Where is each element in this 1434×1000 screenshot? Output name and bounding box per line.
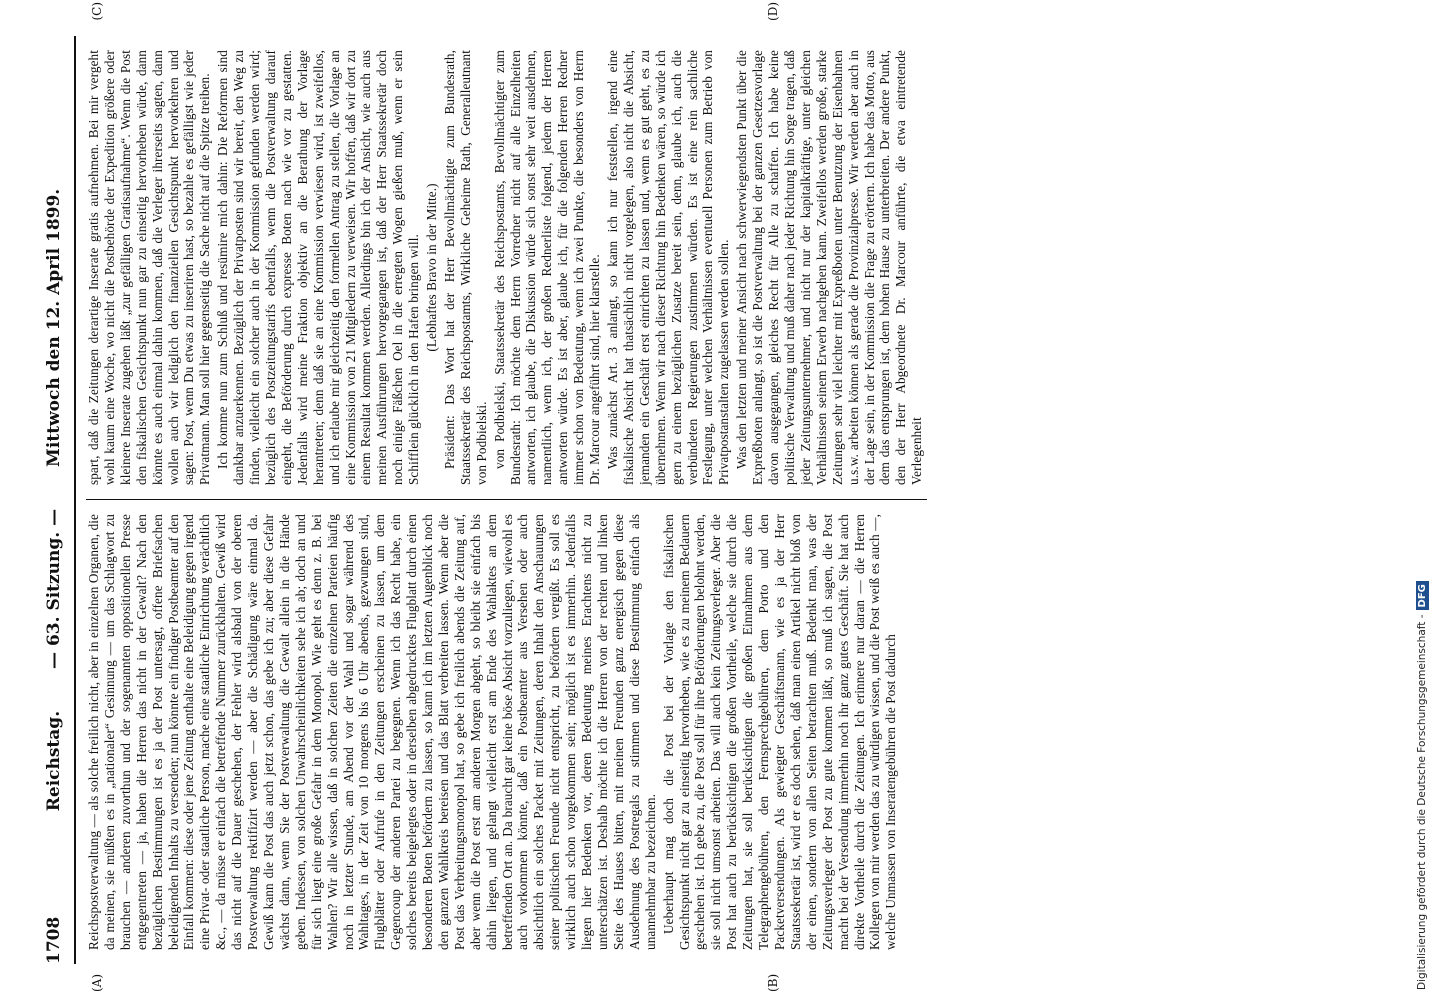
- paragraph: spart, daß die Zeitungen derartige Inserate gratis aufnehmen. Bei mir vergeht wohl kaum eine Woche, wo nicht die Postbehörde der Expedition größere oder kleinere Inserate zugehen läßt „zur gefälligen Gratisaufnahme“. Wenn die Post den fiskalischen Gesichtspunkt nun gar zu einseitig hervorheben würde, dann könnte es auch einmal dahin kommen, daß die Verleger ihrerseits sagten, dann wollen auch wir lediglich den finanziellen Gesichtspunkt hervorkehren und sagen: Post, wenn Du etwas zu inseriren hast, so bezahle es gefälligst wie jeder Privatmann. Man soll hier gegenseitig die Sache nicht auf die Spitze treiben.: [86, 50, 213, 485]
- page-number: 1708: [44, 916, 64, 964]
- right-column: [86, 2, 927, 500]
- page-header: [40, 36, 76, 964]
- paragraph: von Podbielski, Staatssekretär des Reichspostamts, Bevollmächtigter zum Bundesrath: Ich möchte dem Herrn Vorredner nicht auf alle Einzelheiten antworten, ich glaube, die Diskussion würde sich sonst sehr weit ausdehnen, namentlich, wenn ich, der großen Rednerliste folgend, jedem der Herren antworten würde. Es ist aber, glaube ich, für die folgenden Herren Redner immer schon von Bedeutung, wenn ich zwei Punkte, die besonders von Herrn Dr. Marcour angeführt sind, hier klarstelle.: [491, 50, 603, 485]
- margin-marker-c: (C): [90, 2, 104, 21]
- applause-note: (Lebhaftes Bravo in der Mitte.): [424, 183, 440, 352]
- margin-marker-d: (D): [766, 2, 780, 21]
- digitization-text: Digitalisierung gefördert durch die Deutsche Forschungsgemeinschaft -: [1416, 614, 1428, 990]
- header-session: — 63. Sitzung. —: [44, 508, 64, 669]
- text-columns: [86, 2, 927, 992]
- paragraph: Ueberhaupt mag doch die Post bei der Vorlage den fiskalischen Gesichtspunkt nicht gar zu einseitig hervorheben, wie es zu meinem Bedauern geschehen ist. Ich gebe zu, die Post soll für ihre Beförderungen belohnt werden, sie soll nicht umsonst arbeiten. Das will auch kein Zeitungsverleger. Aber die Post hat auch zu berücksichtigen die großen Vortheile, welche sie durch die Zeitungen hat, sie soll berücksichtigen die großen Einnahmen aus dem Telegraphengebühren, den Fernsprechgebühren, dem Porto und den Packetversendungen. Als gewiegter Geschäftsmann, wie es ja der Herr Staatssekretär ist, wird er es doch sehen, daß man einen Artikel nicht bloß von der einen, sondern von allen Seiten betrachten muß. Bedenkt man, was der Zeitungsverleger der Post zu gute kommen läßt, so muß ich sagen, die Post macht bei der Versendung immerhin noch ihr ganz gutes Geschäft. Sie hat auch direkte Vortheile durch die Zeitungen. Ich erinnere nur daran — die Herren Kollegen von mir werden das zu würdigen wissen, und die Post weiß es auch —, welche Unmassen von Inseratengebühren die Post dadurch: [660, 514, 899, 950]
- left-column: [86, 500, 927, 992]
- dfg-logo: DFG: [1416, 581, 1429, 610]
- header-date: Mittwoch den 12. April 1899.: [44, 188, 64, 467]
- header-assembly: Reichstag.: [44, 710, 64, 812]
- paragraph: Reichspostverwaltung — als solche freilich nicht, aber in einzelnen Organen, die da meinen, sie müßten es in „nationaler“ Gesinnung — um das Schlagwort zu brauchen — anderen zuvorthun und der sogenannten oppositionellen Presse entgegentreten — ja, haben die Herren das nicht in der Gewalt? Nach den bezüglichen Bestimmungen ist es ja der Post untersagt, offene Briefsachen beleidigenden Inhalts zu versenden; nun könnte ein findiger Postbeamter auf den Einfall kommen: diese oder jene Zeitung enthalte eine Beleidigung gegen irgend eine Privat- oder staatliche Person, mache eine staatliche Einrichtung verächtlich &c., — da müsse er einfach die betreffende Nummer zurückhalten. Gewiß wird das nicht auf die Dauer geschehen, der Fehler wird alsbald von der oberen Postverwaltung rektifizirt werden — aber die Schädigung wäre einmal da. Gewiß kann die Post das auch jetzt schon, das gebe ich zu; aber diese Gefahr wächst dann, wenn Sie der Postverwaltung die Gewalt allein in die Hände geben. Indessen, von solchen Unwahrscheinlichkeiten sehe ich ab; doch an und für sich liegt eine große Gefahr in dem Monopol. Wie geht es denn z. B. bei Wahlen? Wir alle wissen, daß in solchen Zeiten die einzelnen Parteien häufig noch in letzter Stunde, am Abend vor der Wahl und sogar während des Wahltages, in der Zeit von 10 morgens bis 6 Uhr abends, gezwungen sind, Flugblätter oder Aufrufe in den Zeitungen erscheinen zu lassen, um dem Gegencoup der anderen Partei zu begegnen. Wenn ich das Recht habe, ein solches bereits beigelegtes oder in derselben abgedrucktes Flugblatt durch einen besonderen Boten befördern zu lassen, so kann ich im letzten Augenblick noch den ganzen Wahlkreis bereisen und das Blatt verbreiten lassen. Wenn aber die Post das Verbreitungsmonopol hat, so gebe ich freilich abends die Zeitung auf, aber wenn die Post erst am anderen Morgen abgeht, so bleibt sie einfach bis dahin liegen, und gelangt vielleicht erst am Ende des Wahlaktes an dem betreffenden Ort an. Da braucht gar keine böse Absicht vorzuliegen, wiewohl es auch vorkommen könnte, daß ein Postbeamter aus Versehen oder auch absichtlich ein solches Packet mit Zeitungen, deren Inhalt den Anschauungen seiner politischen Freunde nicht entspricht, zu befördern vergißt. Es soll es wirklich auch schon vorgekommen sein; möglich ist es immerhin. Jedenfalls liegen hier Bedenken vor, deren Bedeutung meines Erachtens nicht zu unterschätzen ist. Deshalb möchte ich die Herren von der rechten und linken Seite des Hauses bitten, mit meinen Freunden ganz energisch gegen diese Ausdehnung des Postregals zu stimmen und diese Bestimmung einfach als unannehmbar zu bezeichnen.: [86, 514, 658, 950]
- digitization-note: [1416, 581, 1429, 990]
- margin-marker-b: (B): [766, 973, 780, 992]
- paragraph: Ich komme nun zum Schluß und resümire mich dahin: Die Reformen sind dankbar anzuerkennen. Bezüglich der Privatposten sind wir bereit, den Weg zu finden, vielleicht ein solcher auch in der Kommission gefunden werden wird; bezüglich des Postzeitungstarifs ebenfalls, wenn die Postverwaltung darauf eingeht, die Beförderung durch expresse Boten nach wie vor zu gestatten. Jedenfalls wird meine Fraktion objektiv an die Berathung der Vorlage herantreten; denn daß sie an eine Kommission verwiesen wird, ist zweifellos, und ich erlaube mir gleichzeitig den formellen Antrag zu stellen, die Vorlage an eine Kommission von 21 Mitgliedern zu verweisen. Wir hoffen, daß wir dort zu einem Resultat kommen werden. Allerdings bin ich der Ansicht, wie auch aus meinen Ausführungen hervorgegangen ist, daß der Herr Staatssekretär doch noch einige Fäßchen Oel in die erregten Wogen gießen muß, wenn er sein Schifflein glücklich in den Hafen bringen will.: [215, 50, 422, 485]
- paragraph: Was den letzten und meiner Ansicht nach schwerwiegendsten Punkt über die Expreßboten anlangt, so ist die Postverwaltung bei der ganzen Gesetzesvorlage davon ausgegangen, gleiches Recht für Alle zu schaffen. Ich habe keine politische Verwaltung und muß daher nach jeder Richtung hin Sorge tragen, daß jeder Zeitungsunternehmer, und nicht nur der kapitalkräftige, unter gleichen Verhältnissen seinem Erwerb nachgehen kann. Zweifellos werden große, starke Zeitungen sehr viel leichter mit Expreßboten unter Benutzung der Eisenbahnen u.s.w. arbeiten können als gerade die Provinzialpresse. Wir werden aber auch in der Lage sein, in der Kommission die Frage zu erörtern. Ich habe das Motto, aus dem das entsprungen ist, dem hohen Hause zu unterbreiten. Der andere Punkt, den der Herr Abgeordnete Dr. Marcour anführte, die etwa eintretende Verlegenheit: [734, 50, 925, 485]
- header-center: [44, 36, 64, 964]
- paragraph: Was zunächst Art. 3 anlangt, so kann ich nur feststellen, irgend eine fiskalische Absicht hat thatsächlich nicht vorgelegen, also nicht die Absicht, jemanden ein Geschäft erst einrichten zu lassen und, wenn es gut geht, es zu übernehmen. Wenn wir nach dieser Richtung hin Bedenken wären, so würde ich gern zu einem bezüglichen Zusatze bereit sein, denn, glaube ich, auch die verbündeten Regierungen zustimmen würden. Es ist eine rein sachliche Festlegung, unter welchen Verhältnissen eventuell Personen zum Betrieb von Privatpostanstalten zugelassen werden sollen.: [605, 50, 732, 485]
- margin-marker-a: (A): [90, 973, 104, 992]
- paragraph: Präsident: Das Wort hat der Herr Bevollmächtigte zum Bundesrath, Staatssekretär des Reichspostamts, Wirkliche Geheime Rath, Generalleutnant von Podbielski.: [441, 50, 489, 485]
